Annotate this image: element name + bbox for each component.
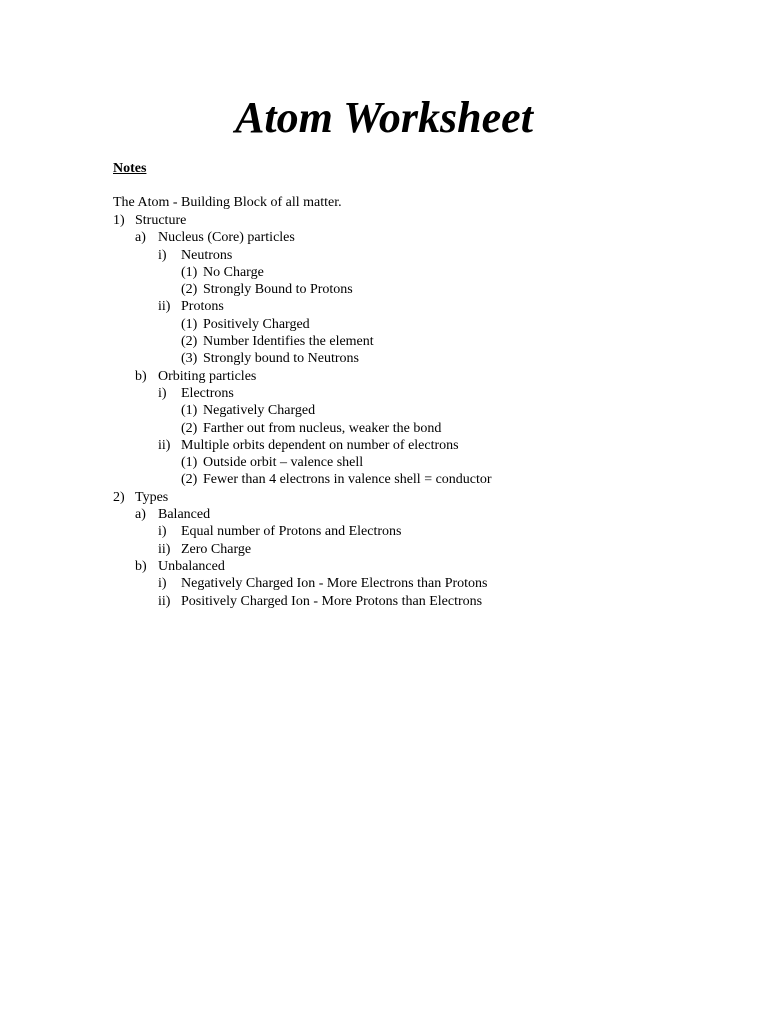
outline-text: Zero Charge [181,541,252,557]
outline-item [0,264,768,281]
outline-text: Negatively Charged [203,403,316,419]
outline-item [0,368,768,385]
outline-item [0,333,768,350]
outline-marker: 2) [113,489,125,505]
outline-item [0,489,768,506]
outline-text: Unbalanced [158,558,225,574]
outline-marker: b) [135,558,147,574]
outline-text: Multiple orbits dependent on number of electrons [181,437,459,453]
outline-text: Types [135,489,169,505]
outline-marker: ii) [158,593,171,609]
outline-item [0,212,768,229]
outline-marker: (2) [181,334,198,350]
outline-text: Structure [135,213,187,228]
outline-item [0,402,768,419]
outline-text: Equal number of Protons and Electrons [181,524,402,540]
outline-text: Orbiting particles [158,368,257,384]
outline-marker: (2) [181,420,198,436]
outline-text: Negatively Charged Ion - More Electrons than Protons [181,576,488,592]
notes-heading: Notes [113,161,147,176]
notes-outline [0,212,768,610]
outline-item [0,298,768,315]
outline-item [0,437,768,454]
outline-text: Protons [181,299,224,315]
outline-text: Strongly Bound to Protons [203,282,353,298]
outline-text: Fewer than 4 electrons in valence shell = conductor [203,472,492,488]
outline-marker: i) [158,524,167,540]
outline-marker: ii) [158,299,171,315]
outline-item [0,350,768,367]
outline-text: Nucleus (Core) particles [158,230,295,246]
outline-marker: (1) [181,403,198,419]
outline-item [0,523,768,540]
page-title: Atom Worksheet [235,93,533,142]
outline-text: No Charge [203,264,264,280]
outline-marker: 1) [113,213,125,228]
outline-text: Neutrons [181,247,233,263]
outline-marker: (2) [181,472,198,488]
outline-text: Balanced [158,507,211,523]
outline-marker: a) [135,230,146,246]
outline-item [0,281,768,298]
outline-marker: (3) [181,351,198,367]
outline-item [0,385,768,402]
outline-marker: b) [135,368,147,384]
intro-line: The Atom - Building Block of all matter. [113,195,342,210]
outline-marker: ii) [158,541,171,557]
outline-text: Positively Charged [203,316,310,332]
outline-marker: a) [135,507,146,523]
outline-item [0,229,768,246]
outline-marker: i) [158,385,167,401]
outline-marker: (2) [181,282,198,298]
outline-item [0,247,768,264]
outline-item [0,558,768,575]
outline-item [0,593,768,610]
outline-text: Outside orbit – valence shell [203,455,364,471]
outline-text: Number Identifies the element [203,334,374,350]
outline-item [0,541,768,558]
outline-marker: (1) [181,316,198,332]
outline-item [0,420,768,437]
outline-text: Electrons [181,385,234,401]
outline-marker: (1) [181,455,198,471]
outline-marker: i) [158,576,167,592]
outline-marker: (1) [181,264,198,280]
outline-item [0,471,768,488]
outline-text: Farther out from nucleus, weaker the bond [203,420,442,436]
outline-text: Strongly bound to Neutrons [203,351,359,367]
outline-item [0,506,768,523]
outline-item [0,316,768,333]
outline-marker: ii) [158,437,171,453]
outline-item [0,454,768,471]
outline-item [0,575,768,592]
outline-text: Positively Charged Ion - More Protons than Electrons [181,593,483,609]
outline-marker: i) [158,247,167,263]
